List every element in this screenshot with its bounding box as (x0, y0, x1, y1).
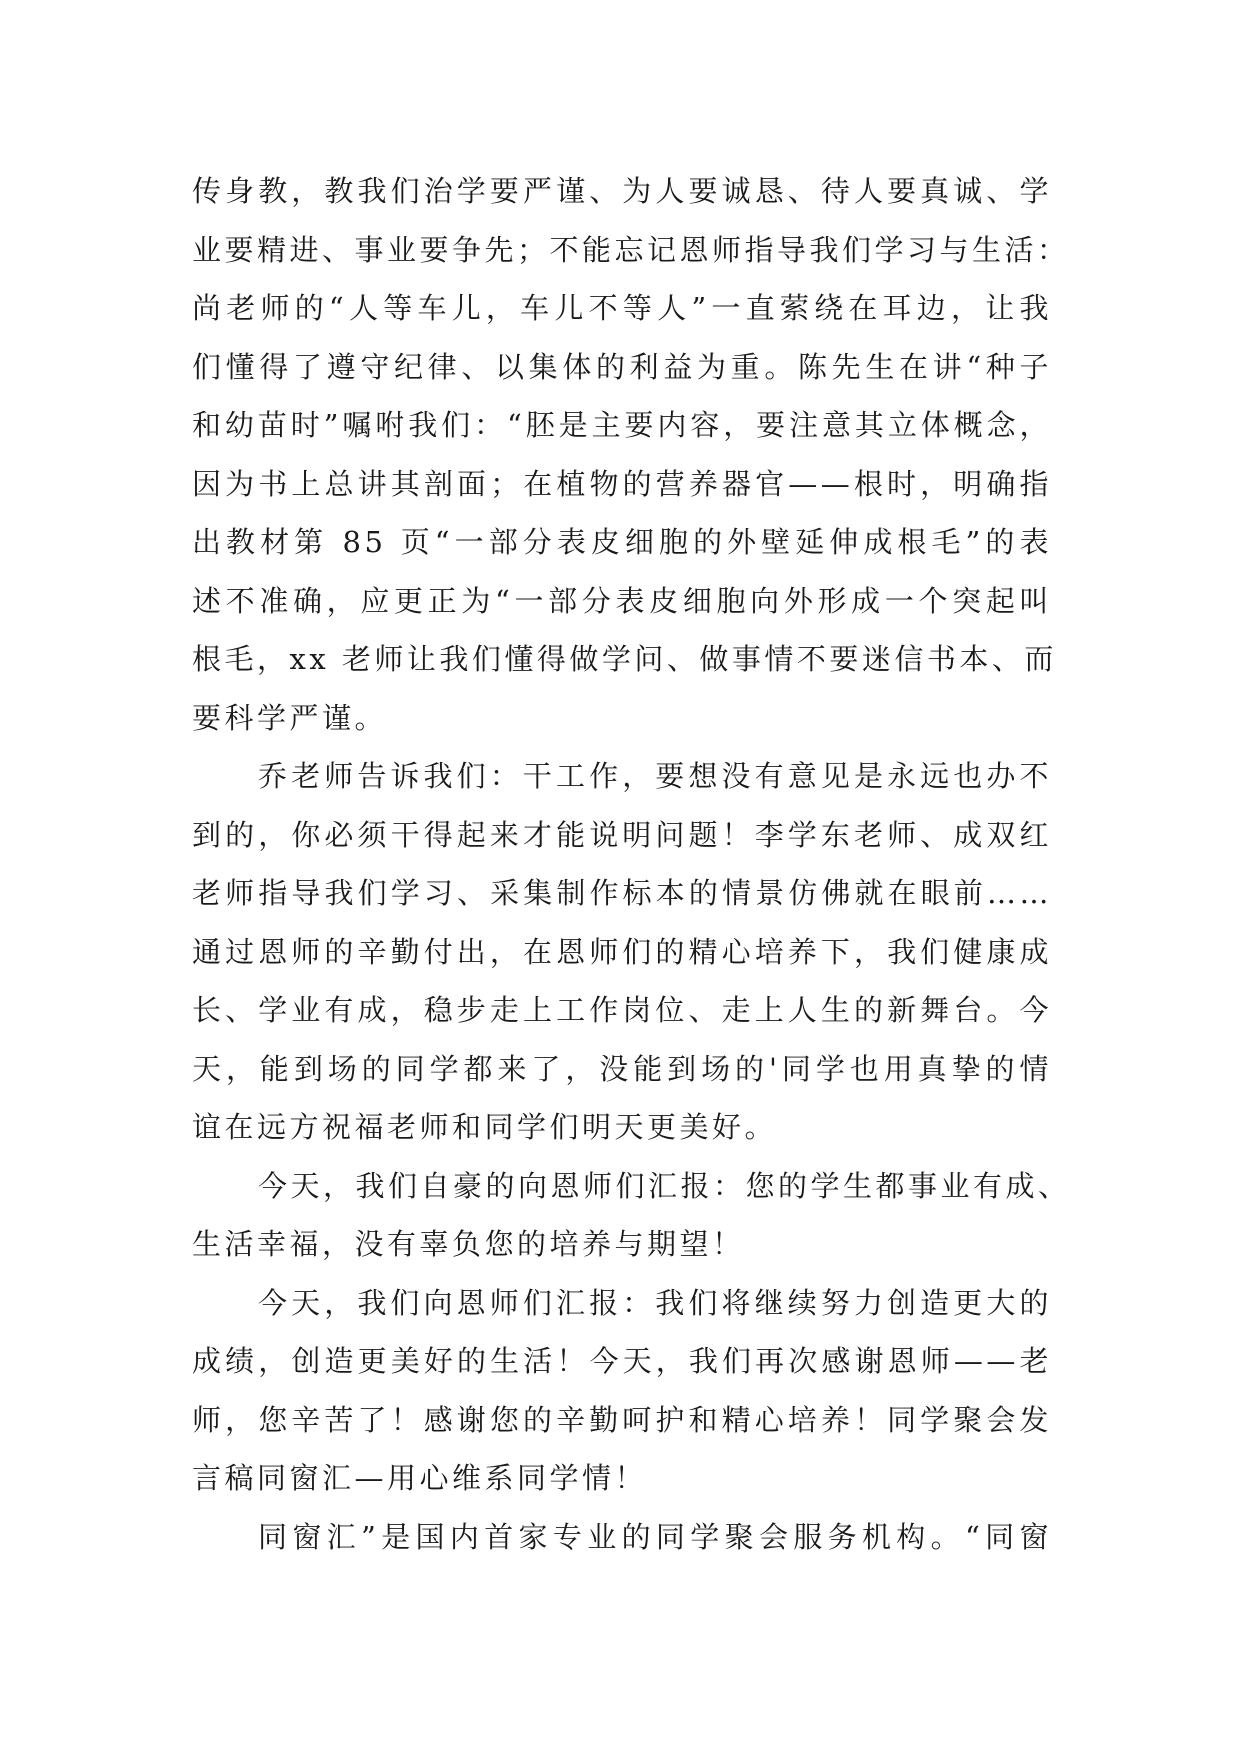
text-line: 传身教，教我们治学要严谨、为人要诚恳、待人要真诚、学 (192, 174, 1052, 208)
text-line: 述不准确，应更正为“一部分表皮细胞向外形成一个突起叫 (192, 583, 1052, 618)
text-line: 谊在远方祝福老师和同学们明天更美好。 (192, 1110, 778, 1144)
text-line: 通过恩师的辛勤付出，在恩师们的精心培养下，我们健康成 (192, 934, 1052, 969)
text-line: 言稿同窗汇—用心维系同学情！ (192, 1461, 648, 1495)
text-line: 老师指导我们学习、采集制作标本的情景仿佛就在眼前…… (192, 876, 1052, 910)
text-line: 出教材第 85 页“一部分表皮细胞的外壁延伸成根毛”的表 (192, 525, 1052, 559)
text-line: 尚老师的“人等车儿，车儿不等人”一直萦绕在耳边，让我 (192, 291, 1052, 325)
text-line: 成绩，创造更美好的生活！今天，我们再次感谢恩师——老 (192, 1344, 1052, 1378)
text-line: 和幼苗时”嘱咐我们：“胚是主要内容，要注意其立体概念， (192, 408, 1052, 442)
text-line: 到的，你必须干得起来才能说明问题！李学东老师、成双红 (192, 817, 1052, 852)
text-line: 生活幸福，没有辜负您的培养与期望！ (192, 1227, 745, 1261)
paragraph-first-line: 今天，我们向恩师们汇报：我们将继续努力创造更大的 (258, 1285, 1052, 1320)
text-line: 根毛，xx 老师让我们懂得做学问、做事情不要迷信书本、而 (192, 642, 1057, 676)
body-text (192, 162, 1071, 1566)
paragraph-first-line: 乔老师告诉我们：干工作，要想没有意见是永远也办不 (258, 759, 1052, 793)
text-line: 长、学业有成，稳步走上工作岗位、走上人生的新舞台。今 (192, 993, 1052, 1027)
paragraph-first-line: 同窗汇”是国内首家专业的同学聚会服务机构。“同窗 (258, 1519, 1052, 1554)
text-line: 因为书上总讲其剖面；在植物的营养器官——根时，明确指 (192, 466, 1052, 501)
text-line: 师，您辛苦了！感谢您的辛勤呵护和精心培养！同学聚会发 (192, 1402, 1052, 1437)
text-line: 天，能到场的同学都来了，没能到场的'同学也用真挚的情 (192, 1051, 1052, 1086)
text-line: 业要精进、事业要争先；不能忘记恩师指导我们学习与生活： (192, 232, 1070, 267)
text-line: 们懂得了遵守纪律、以集体的利益为重。陈先生在讲“种子 (192, 349, 1052, 384)
text-line: 要科学严谨。 (192, 700, 388, 735)
paragraph-first-line: 今天，我们自豪的向恩师们汇报：您的学生都事业有成、 (258, 1168, 1071, 1203)
